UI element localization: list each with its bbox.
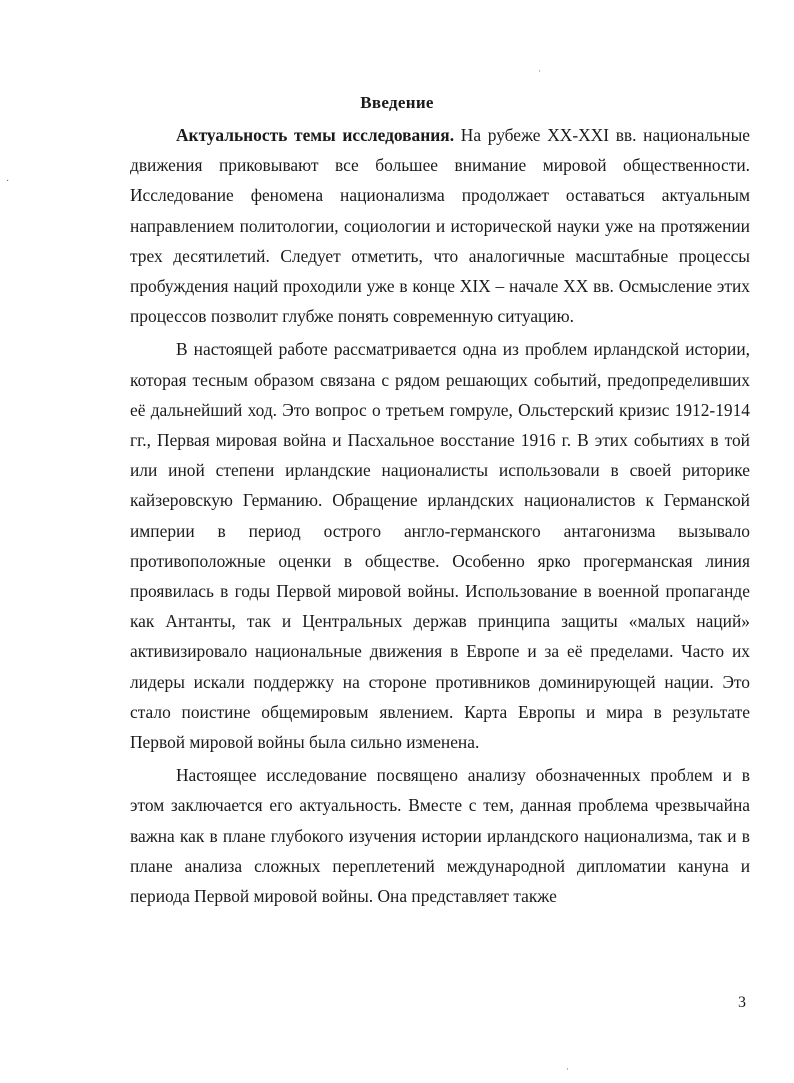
page-number: 3 bbox=[738, 994, 746, 1011]
paragraph-relevance bbox=[130, 120, 750, 331]
paragraph-text: В настоящей работе рассматривается одна из проблем ирландской истории, которая тесным образом связана с рядом решающих событий, предопределивших её дальнейший ход. Это вопрос о третьем гомруле, Ольстерский кризис 1912-1914 гг., Первая мировая война и Пасхальное восстание 1916 г. В этих событиях в той или иной степени ирландские националисты использовали в своей риторике кайзеровскую Германию. Обращение ирландских националистов к Германской империи в период острого англо-германского антагонизма вызывало противоположные оценки в обществе. Особенно ярко прогерманская линия проявилась в годы Первой мировой войны. Использование в военной пропаганде как Антанты, так и Центральных держав принципа защиты «малых наций» активизировало национальные движения в Европе и за её пределами. Часто их лидеры искали поддержку на стороне противников доминирующей нации. Это стало поистине общемировым явлением. Карта Европы и мира в результате Первой мировой войны была сильно изменена. bbox=[130, 339, 750, 753]
body-text bbox=[130, 120, 750, 911]
paragraph-irish-history bbox=[130, 334, 750, 757]
scan-speck-bottom: · bbox=[566, 1064, 569, 1074]
paragraph-text: На рубеже XX-XXI вв. национальные движения приковывают все большее внимание мировой общественности. Исследование феномена национализма продолжает оставаться актуальным направлением политологии, социологии и исторической науки уже на протяжении трех десятилетий. Следует отметить, что аналогичные масштабные процессы пробуждения наций проходили уже в конце XIX – начале XX вв. Осмысление этих процессов позволит глубже понять современную ситуацию. bbox=[130, 125, 751, 327]
paragraph-text: Настоящее исследование посвящено анализу обозначенных проблем и в этом заключается его актуальность. Вместе с тем, данная проблема чрезвычайна важна как в плане глубокого изучения истории ирландского национализма, так и в плане анализа сложных переплетений международной дипломатии кануна и периода Первой мировой войны. Она представляет также bbox=[130, 765, 750, 907]
paragraph-research-scope bbox=[130, 760, 750, 911]
scan-speck-top: · bbox=[538, 66, 541, 76]
paragraph-lead-heading: Актуальность темы исследования. bbox=[176, 125, 455, 145]
page-title: Введение bbox=[360, 93, 434, 112]
scan-speck-left: · bbox=[6, 176, 10, 187]
